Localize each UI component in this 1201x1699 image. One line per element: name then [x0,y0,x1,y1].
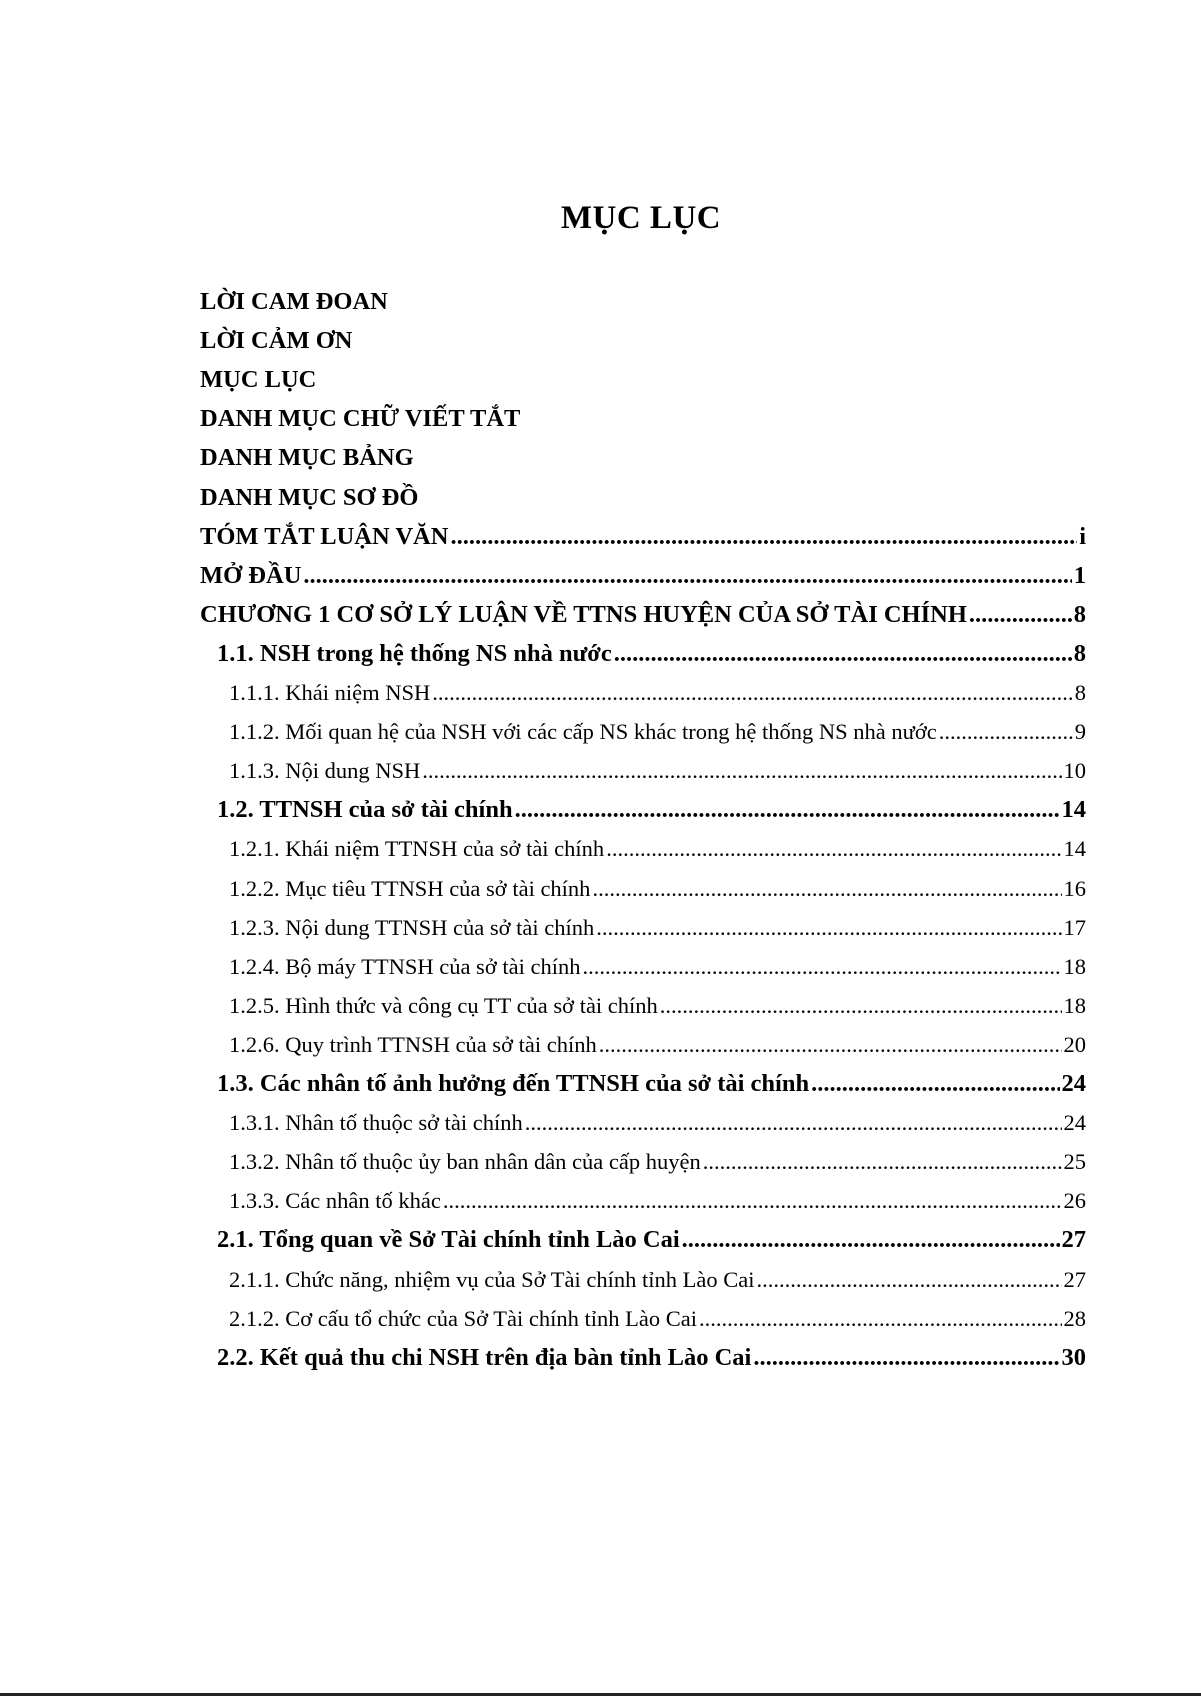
toc-dot-leader [699,1303,1062,1335]
toc-entry-title: 1.2.6. Quy trình TTNSH của sở tài chính [229,1032,597,1057]
toc-entry[interactable] [200,325,352,357]
toc-entry[interactable] [229,1146,1086,1178]
toc-entry-title: 1.2.4. Bộ máy TTNSH của sở tài chính [229,954,581,979]
toc-entry[interactable] [200,403,520,435]
toc-entry-title: DANH MỤC SƠ ĐỒ [200,484,419,511]
toc-entry[interactable] [229,1185,1086,1217]
toc-entry-title: MỤC LỤC [200,366,317,393]
toc-entry-page-number: 9 [1074,719,1086,744]
toc-entry-page-number: 8 [1073,640,1086,667]
toc-entry-title: LỜI CAM ĐOAN [200,288,388,315]
toc-entry[interactable] [229,677,1086,709]
toc-entry[interactable] [200,442,414,474]
toc-dot-leader [450,521,1077,553]
toc-entry[interactable] [200,286,388,318]
toc-entry-title: 1.2.3. Nội dung TTNSH của sở tài chính [229,915,595,940]
toc-entry[interactable] [229,833,1086,865]
toc-entry-page-number: 25 [1063,1149,1086,1174]
toc-entry-page-number: 26 [1063,1188,1086,1213]
toc-entry-title: MỞ ĐẦU [200,562,302,589]
toc-entry[interactable] [229,1107,1086,1139]
toc-dot-leader [939,716,1073,748]
toc-entry-page-number: 27 [1061,1226,1086,1253]
toc-entry-title: 1.1.1. Khái niệm NSH [229,680,431,705]
toc-entry-page-number: 20 [1063,1032,1086,1057]
toc-dot-leader [614,638,1072,670]
toc-entry-page-number: 18 [1063,993,1086,1018]
toc-entry-title: DANH MỤC BẢNG [200,444,414,471]
toc-dot-leader [682,1224,1060,1256]
toc-entry-page-number: 28 [1063,1306,1086,1331]
bottom-border [0,1693,1201,1696]
toc-entry[interactable] [217,1068,1086,1100]
toc-entry-title: 1.3.3. Các nhân tố khác [229,1188,441,1213]
toc-dot-leader [753,1342,1059,1374]
toc-entry-title: 1.2.2. Mục tiêu TTNSH của sở tài chính [229,876,591,901]
toc-entry[interactable] [200,521,1086,553]
toc-entry-page-number: 16 [1063,876,1086,901]
toc-dot-leader [606,833,1061,865]
toc-dot-leader [525,1107,1062,1139]
toc-dot-leader [582,951,1061,983]
toc-entry[interactable] [229,912,1086,944]
toc-dot-leader [592,873,1061,905]
toc-entry-title: 1.1.2. Mối quan hệ của NSH với các cấp NS khác trong hệ thống NS nhà nước [229,719,937,744]
toc-entry-title: 1.3.2. Nhân tố thuộc ủy ban nhân dân của cấp huyện [229,1149,701,1174]
toc-entry-page-number: 14 [1063,836,1086,861]
toc-entry-page-number: 30 [1061,1344,1086,1371]
toc-entry-page-number: 24 [1063,1110,1086,1135]
toc-entry[interactable] [217,1342,1086,1374]
toc-entry[interactable] [200,482,418,514]
toc-dot-leader [660,990,1062,1022]
toc-entry[interactable] [229,755,1086,787]
toc-entry-title: 1.1. NSH trong hệ thống NS nhà nước [217,640,612,667]
toc-dot-leader [969,599,1072,631]
toc-entry[interactable] [229,1303,1086,1335]
toc-dot-leader [422,755,1061,787]
toc-entry-title: TÓM TẮT LUẬN VĂN [200,523,449,550]
toc-entry[interactable] [217,1224,1086,1256]
toc-entry-title: CHƯƠNG 1 CƠ SỞ LÝ LUẬN VỀ TTNS HUYỆN CỦA SỞ TÀI CHÍNH [200,601,967,628]
toc-entry-page-number: i [1079,523,1086,550]
toc-entry[interactable] [200,364,316,396]
toc-entry-title: 1.2.5. Hình thức và công cụ TT của sở tài chính [229,993,658,1018]
toc-entry[interactable] [200,560,1086,592]
toc-entry-page-number: 18 [1063,954,1086,979]
toc-entry-page-number: 27 [1063,1267,1086,1292]
toc-entry-title: 2.2. Kết quả thu chi NSH trên địa bàn tỉnh Lào Cai [217,1344,752,1371]
toc-entry-page-number: 10 [1063,758,1086,783]
toc-entry-page-number: 8 [1074,680,1086,705]
page-title: MỤC LỤC [560,200,722,236]
toc-entry[interactable] [217,638,1086,670]
toc-dot-leader [443,1185,1062,1217]
toc-entry-title: 2.1.2. Cơ cấu tổ chức của Sở Tài chính tỉnh Lào Cai [229,1306,697,1331]
toc-entry[interactable] [229,951,1086,983]
toc-dot-leader [596,912,1061,944]
toc-entry[interactable] [229,873,1086,905]
toc-entry-title: 1.2. TTNSH của sở tài chính [217,796,513,823]
toc-entry-title: 1.3.1. Nhân tố thuộc sở tài chính [229,1110,523,1135]
toc-entry-title: 2.1. Tổng quan về Sở Tài chính tỉnh Lào Cai [217,1226,680,1253]
toc-entry[interactable] [229,1029,1086,1061]
toc-dot-leader [432,677,1073,709]
toc-dot-leader [756,1264,1061,1296]
toc-entry-title: DANH MỤC CHỮ VIẾT TẮT [200,405,521,432]
toc-entry-page-number: 8 [1073,601,1086,628]
toc-entry-page-number: 24 [1061,1070,1086,1097]
toc-entry-title: 1.3. Các nhân tố ảnh hưởng đến TTNSH của sở tài chính [217,1070,810,1097]
toc-entry-title: 2.1.1. Chức năng, nhiệm vụ của Sở Tài chính tỉnh Lào Cai [229,1267,755,1292]
toc-entry-page-number: 1 [1073,562,1086,589]
toc-entry[interactable] [229,1264,1086,1296]
toc-entry[interactable] [229,990,1086,1022]
toc-dot-leader [703,1146,1062,1178]
toc-entry[interactable] [200,599,1086,631]
toc-dot-leader [515,794,1060,826]
toc-entry-page-number: 14 [1061,796,1086,823]
toc-entry[interactable] [217,794,1086,826]
toc-entry-title: LỜI CẢM ƠN [200,327,353,354]
toc-entry[interactable] [229,716,1086,748]
toc-dot-leader [599,1029,1062,1061]
toc-dot-leader [811,1068,1059,1100]
toc-dot-leader [303,560,1071,592]
toc-entry-page-number: 17 [1063,915,1086,940]
toc-entry-title: 1.1.3. Nội dung NSH [229,758,421,783]
toc-entry-title: 1.2.1. Khái niệm TTNSH của sở tài chính [229,836,605,861]
